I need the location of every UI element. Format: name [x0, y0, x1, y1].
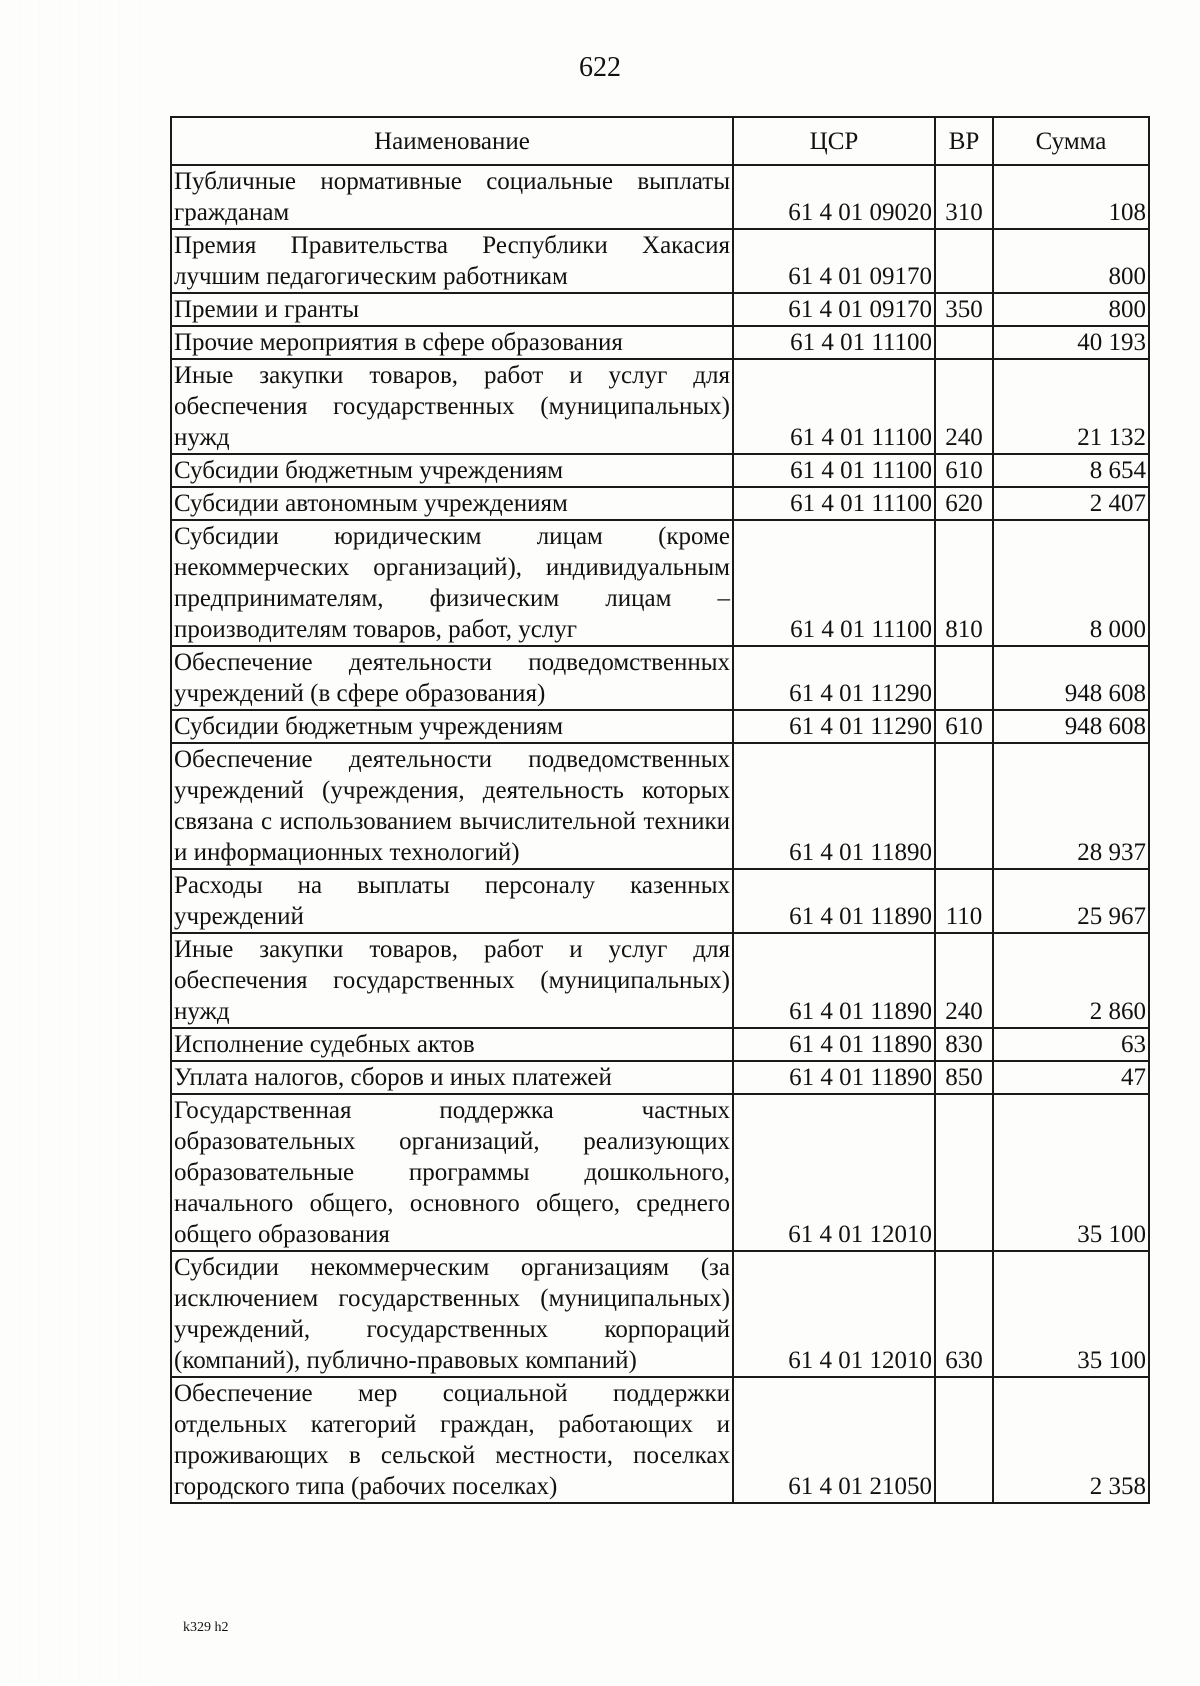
row-vr [935, 1377, 993, 1503]
row-name: Субсидии некоммерческим организациям (за исключением государственных (муниципальных) учреждений, государственных корпораций (компаний), публично-правовых компаний) [171, 1251, 733, 1377]
row-name: Уплата налогов, сборов и иных платежей [171, 1061, 733, 1094]
scan-margin [0, 0, 150, 1686]
row-vr: 240 [935, 359, 993, 454]
row-name: Субсидии бюджетным учреждениям [171, 454, 733, 487]
row-name: Расходы на выплаты персоналу казенных учреждений [171, 869, 733, 933]
table-row [171, 359, 1149, 454]
table-row [171, 520, 1149, 646]
row-sum: 40 193 [993, 326, 1149, 359]
table-row [171, 710, 1149, 743]
row-csr: 61 4 01 11100 [733, 454, 935, 487]
row-sum: 35 100 [993, 1251, 1149, 1377]
row-name: Исполнение судебных актов [171, 1028, 733, 1061]
row-sum: 21 132 [993, 359, 1149, 454]
table-row [171, 646, 1149, 710]
row-sum: 2 860 [993, 933, 1149, 1028]
row-vr [935, 646, 993, 710]
row-sum: 948 608 [993, 646, 1149, 710]
row-csr: 61 4 01 11290 [733, 646, 935, 710]
row-sum: 25 967 [993, 869, 1149, 933]
table-row [171, 326, 1149, 359]
row-sum: 800 [993, 293, 1149, 326]
table-row [171, 869, 1149, 933]
table-row [171, 1251, 1149, 1377]
row-sum: 2 358 [993, 1377, 1149, 1503]
footer-code: k329 h2 [183, 1620, 229, 1635]
row-name: Государственная поддержка частных образовательных организаций, реализующих образовательные программы дошкольного, начального общего, основного общего, среднего общего образования [171, 1094, 733, 1251]
page-number: 622 [579, 52, 621, 83]
header-csr: ЦСР [733, 117, 935, 165]
row-name: Субсидии юридическим лицам (кроме некоммерческих организаций), индивидуальным предпринимателям, физическим лицам – производителям товаров, работ, услуг [171, 520, 733, 646]
row-sum: 800 [993, 229, 1149, 293]
row-name: Обеспечение деятельности подведомственных учреждений (в сфере образования) [171, 646, 733, 710]
row-vr: 810 [935, 520, 993, 646]
table-row [171, 1028, 1149, 1061]
row-csr: 61 4 01 11100 [733, 520, 935, 646]
row-sum: 35 100 [993, 1094, 1149, 1251]
row-sum: 8 654 [993, 454, 1149, 487]
table-row [171, 487, 1149, 520]
row-csr: 61 4 01 11100 [733, 359, 935, 454]
table-row [171, 165, 1149, 229]
budget-table [170, 116, 1150, 1504]
header-name: Наименование [171, 117, 733, 165]
row-csr: 61 4 01 12010 [733, 1094, 935, 1251]
row-sum: 108 [993, 165, 1149, 229]
row-vr: 850 [935, 1061, 993, 1094]
row-csr: 61 4 01 09020 [733, 165, 935, 229]
row-csr: 61 4 01 11890 [733, 743, 935, 869]
table-row [171, 743, 1149, 869]
row-name: Обеспечение деятельности подведомственных учреждений (учреждения, деятельность которых связана с использованием вычислительной техники и информационных технологий) [171, 743, 733, 869]
table-header-row [171, 117, 1149, 165]
row-sum: 948 608 [993, 710, 1149, 743]
row-csr: 61 4 01 11890 [733, 933, 935, 1028]
row-name: Премия Правительства Республики Хакасия лучшим педагогическим работникам [171, 229, 733, 293]
row-name: Премии и гранты [171, 293, 733, 326]
row-vr: 610 [935, 710, 993, 743]
row-csr: 61 4 01 11890 [733, 1028, 935, 1061]
row-vr: 610 [935, 454, 993, 487]
row-csr: 61 4 01 11290 [733, 710, 935, 743]
row-vr: 630 [935, 1251, 993, 1377]
row-sum: 2 407 [993, 487, 1149, 520]
table-row [171, 933, 1149, 1028]
row-csr: 61 4 01 11890 [733, 869, 935, 933]
table-row [171, 1061, 1149, 1094]
row-vr [935, 326, 993, 359]
header-vr: ВР [935, 117, 993, 165]
header-sum: Сумма [993, 117, 1149, 165]
row-csr: 61 4 01 11100 [733, 487, 935, 520]
row-sum: 63 [993, 1028, 1149, 1061]
table-row [171, 454, 1149, 487]
table-row [171, 229, 1149, 293]
row-csr: 61 4 01 11890 [733, 1061, 935, 1094]
row-vr: 240 [935, 933, 993, 1028]
table-row [171, 1094, 1149, 1251]
table-row [171, 293, 1149, 326]
row-sum: 28 937 [993, 743, 1149, 869]
row-vr [935, 743, 993, 869]
row-name: Публичные нормативные социальные выплаты гражданам [171, 165, 733, 229]
row-vr: 350 [935, 293, 993, 326]
row-sum: 47 [993, 1061, 1149, 1094]
row-vr [935, 229, 993, 293]
table-row [171, 1377, 1149, 1503]
row-csr: 61 4 01 21050 [733, 1377, 935, 1503]
row-name: Прочие мероприятия в сфере образования [171, 326, 733, 359]
row-vr: 110 [935, 869, 993, 933]
row-csr: 61 4 01 09170 [733, 229, 935, 293]
row-name: Обеспечение мер социальной поддержки отдельных категорий граждан, работающих и проживающих в сельской местности, поселках городского типа (рабочих поселках) [171, 1377, 733, 1503]
row-sum: 8 000 [993, 520, 1149, 646]
row-name: Субсидии автономным учреждениям [171, 487, 733, 520]
row-name: Иные закупки товаров, работ и услуг для обеспечения государственных (муниципальных) нужд [171, 933, 733, 1028]
row-vr: 830 [935, 1028, 993, 1061]
row-csr: 61 4 01 09170 [733, 293, 935, 326]
row-vr [935, 1094, 993, 1251]
row-csr: 61 4 01 11100 [733, 326, 935, 359]
row-vr: 310 [935, 165, 993, 229]
row-vr: 620 [935, 487, 993, 520]
row-name: Субсидии бюджетным учреждениям [171, 710, 733, 743]
row-csr: 61 4 01 12010 [733, 1251, 935, 1377]
row-name: Иные закупки товаров, работ и услуг для обеспечения государственных (муниципальных) нужд [171, 359, 733, 454]
